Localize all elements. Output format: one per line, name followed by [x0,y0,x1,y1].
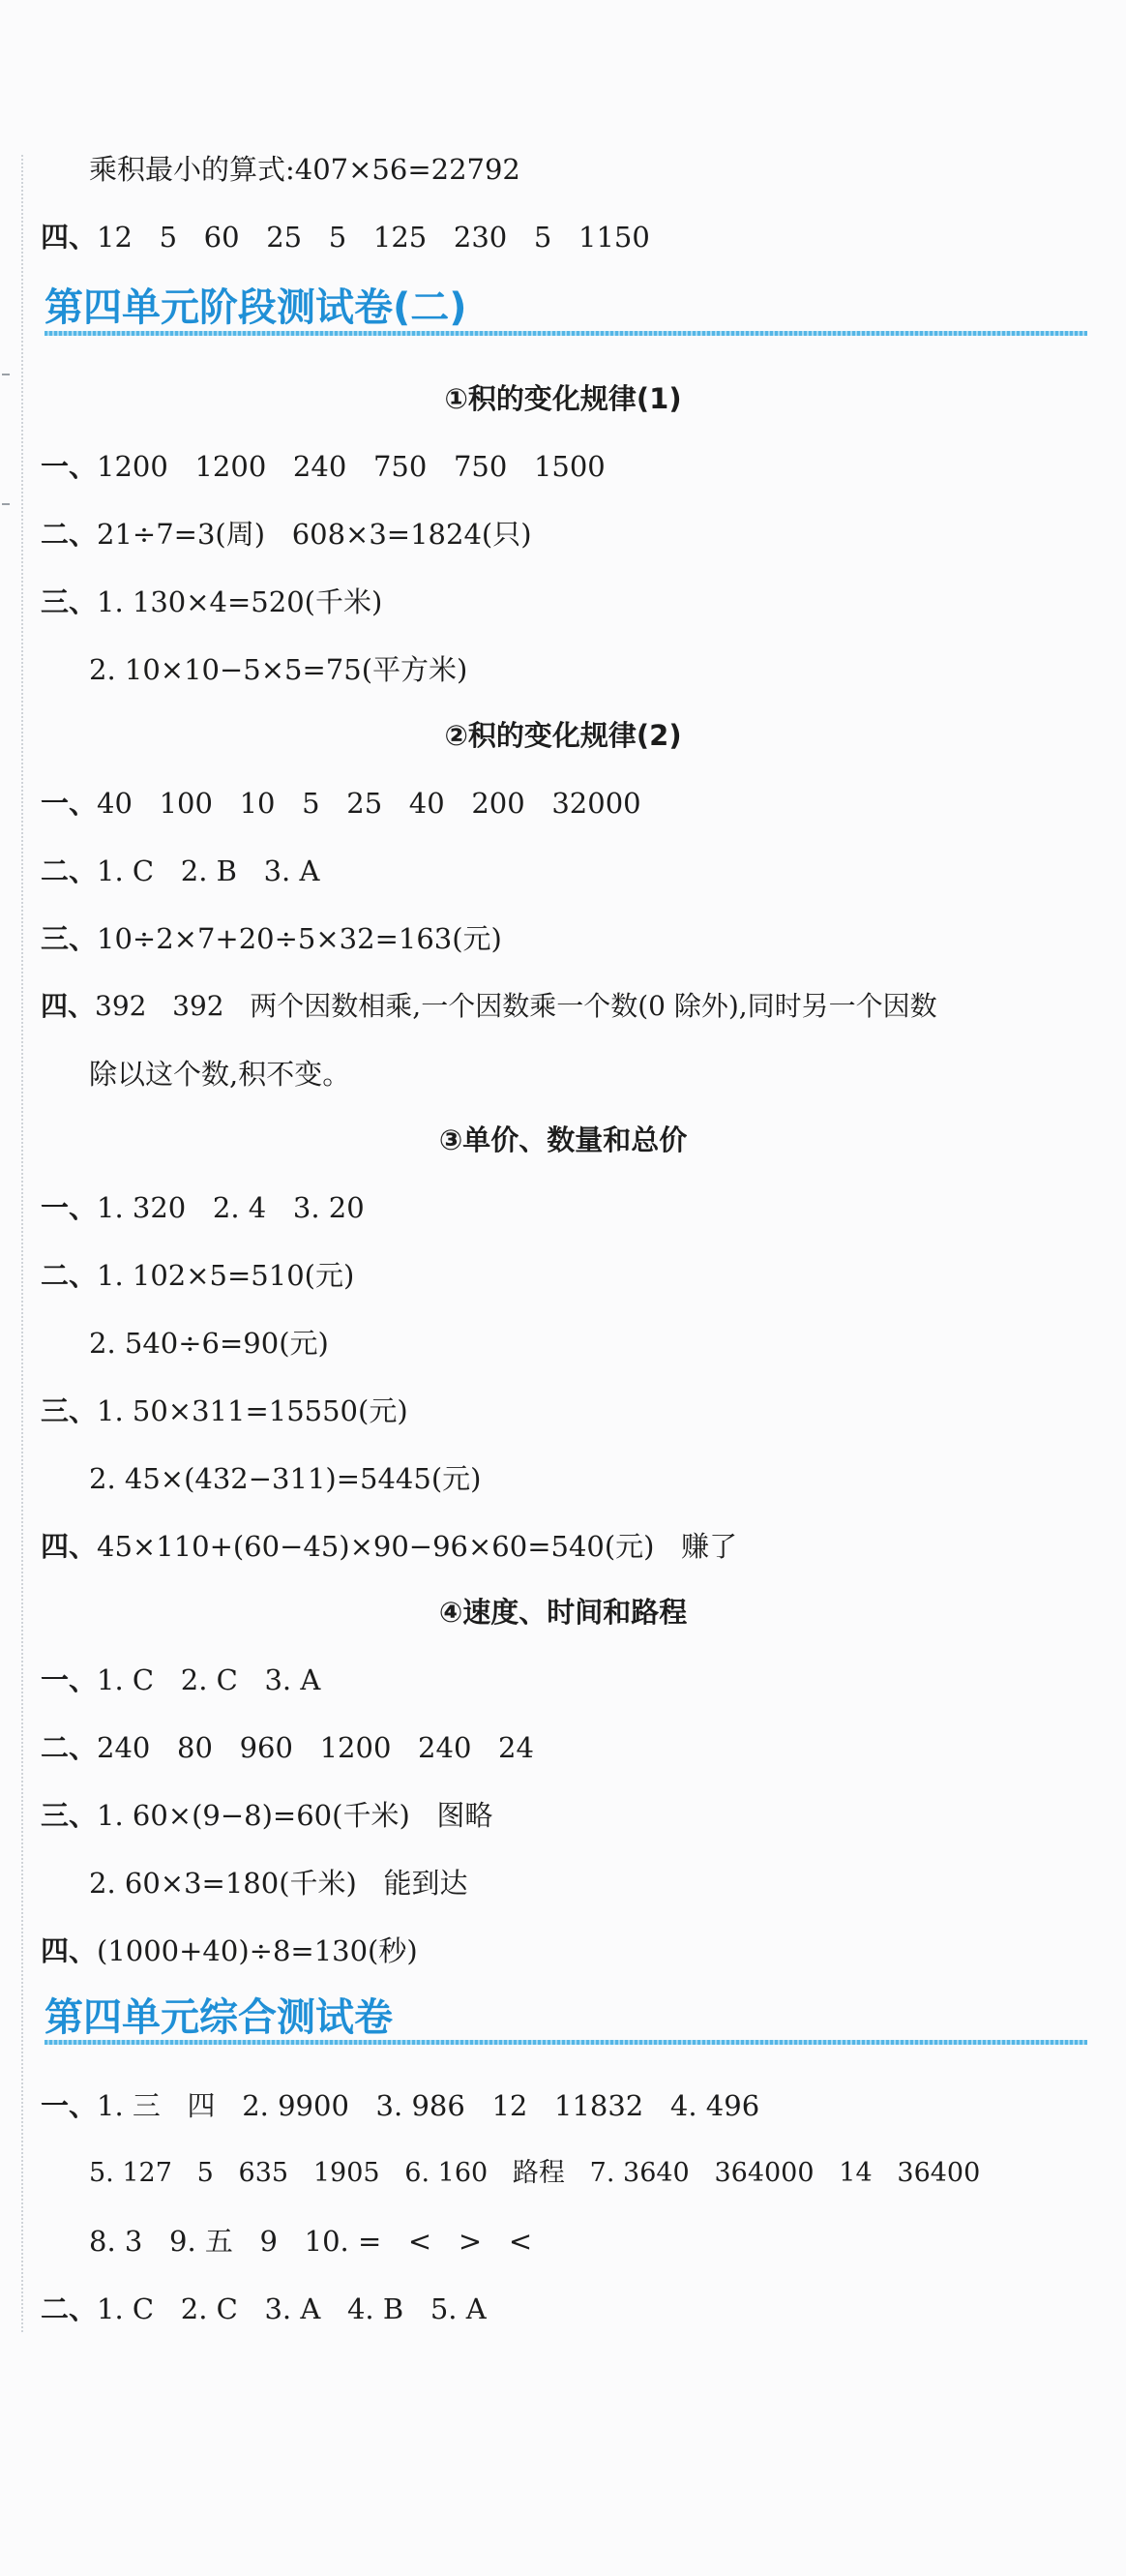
subsection-title: ④速度、时间和路程 [438,1596,688,1629]
question-number: 四、 [41,1530,98,1563]
answer-text: 21÷7=3(周) 608×3=1824(只) [97,518,532,551]
answer-line [41,1188,365,1227]
question-number: 一、 [41,787,98,820]
question-number: 四、 [41,990,96,1022]
answer-line [41,919,502,958]
section-title-rule [44,331,1087,336]
answer-line [41,2086,759,2125]
margin-mark [2,503,10,505]
answer-line: 2. 60×3=180(千米) 能到达 [89,1867,468,1900]
answer-line [41,1256,354,1295]
answer-text: 1. 三 四 2. 9900 3. 986 12 11832 4. 496 [97,2089,760,2122]
answer-line [41,515,532,554]
answer-line [41,218,650,256]
answer-line [41,1796,492,1835]
margin-mark [2,374,10,375]
answer-text: 1. 130×4=520(千米) [97,585,383,618]
answer-line [41,987,937,1026]
answer-text: 1. 320 2. 4 3. 20 [97,1191,365,1224]
question-number: 一、 [41,450,98,483]
answer-line [41,1527,737,1566]
answer-line [41,784,641,823]
answer-line [41,1392,408,1430]
answer-text: 1. C 2. B 3. A [97,854,320,887]
question-number: 一、 [41,2089,98,2122]
answer-line: 5. 127 5 635 1905 6. 160 路程 7. 3640 364000 14 36400 [89,2158,981,2188]
question-number: 二、 [41,2292,98,2325]
answer-line: 乘积最小的算式:407×56=22792 [89,153,520,186]
subsection-title: ①积的变化规律(1) [444,382,682,415]
answer-text: 1. 102×5=510(元) [97,1259,355,1292]
answer-line [41,1932,418,1970]
answer-line: 2. 10×10−5×5=75(平方米) [89,653,468,686]
question-number: 四、 [41,221,98,254]
answer-line: 2. 540÷6=90(元) [89,1327,329,1360]
answer-line: 2. 45×(432−311)=5445(元) [89,1462,482,1495]
question-number: 二、 [41,1731,98,1764]
margin-line [21,155,23,2332]
answer-text: 45×110+(60−45)×90−96×60=540(元) 赚了 [97,1530,738,1563]
answer-text: (1000+40)÷8=130(秒) [97,1934,418,1967]
question-number: 二、 [41,518,98,551]
answer-text: 12 5 60 25 5 125 230 5 1150 [97,221,650,254]
answer-line: 除以这个数,积不变。 [89,1058,351,1091]
answer-text: 1200 1200 240 750 750 1500 [97,450,606,483]
answer-text: 1. C 2. C 3. A [97,1663,321,1696]
subsection-title: ③单价、数量和总价 [438,1123,688,1156]
answer-text: 392 392 两个因数相乘,一个因数乘一个数(0 除外),同时另一个因数 [95,990,937,1022]
question-number: 一、 [41,1191,98,1224]
answer-line [41,1661,320,1699]
section-title: 第四单元综合测试卷 [44,1995,393,2040]
section-title: 第四单元阶段测试卷(二) [44,285,467,330]
answer-text: 1. C 2. C 3. A 4. B 5. A [97,2292,487,2325]
answer-line [41,583,382,621]
answer-text: 240 80 960 1200 240 24 [97,1731,534,1764]
answer-text: 40 100 10 5 25 40 200 32000 [97,787,641,820]
question-number: 四、 [41,1934,98,1967]
question-number: 三、 [41,1394,98,1427]
answer-line [41,852,319,890]
answer-line: 8. 3 9. 五 9 10. = < > < [89,2225,533,2258]
question-number: 三、 [41,585,98,618]
question-number: 一、 [41,1663,98,1696]
question-number: 二、 [41,1259,98,1292]
answer-text: 1. 60×(9−8)=60(千米) 图略 [97,1799,493,1832]
subsection-title: ②积的变化规律(2) [444,719,682,752]
question-number: 三、 [41,922,98,955]
question-number: 二、 [41,854,98,887]
answer-text: 1. 50×311=15550(元) [97,1394,408,1427]
answer-text: 10÷2×7+20÷5×32=163(元) [97,922,502,955]
answer-line [41,1728,534,1767]
question-number: 三、 [41,1799,98,1832]
answer-line [41,447,606,486]
answer-line [41,2290,487,2328]
section-title-rule [44,2040,1087,2045]
